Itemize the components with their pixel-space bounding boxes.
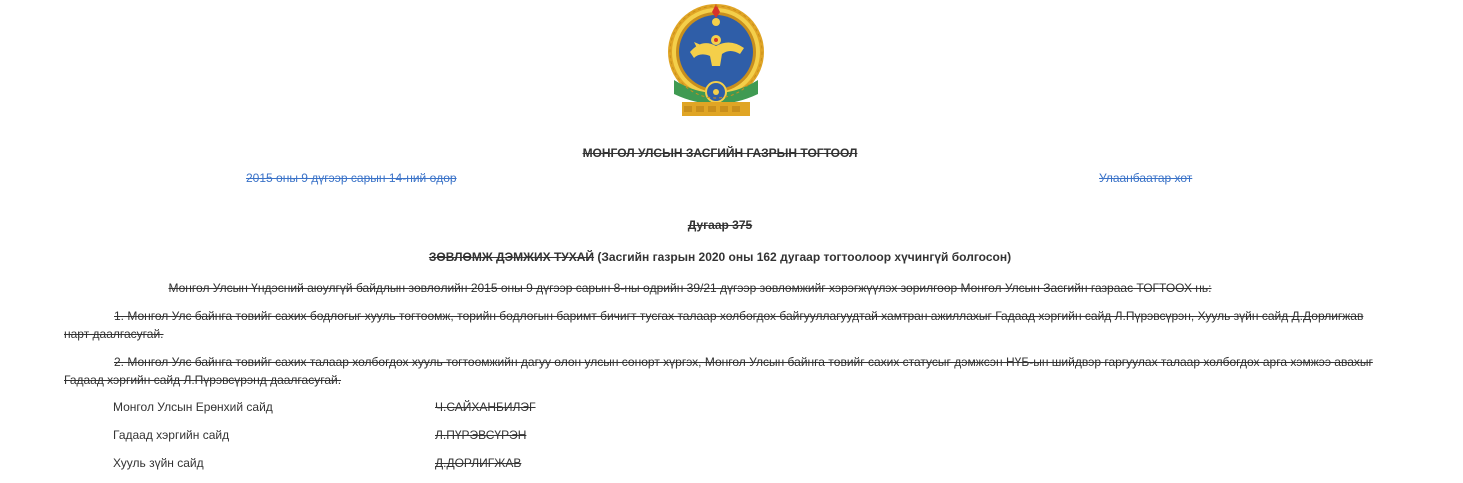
paragraph-item-1: 1. Монгол Улс байнга төвийг сахих бодлогыг хууль тогтоомж, төрийн бодлогын баримт бичигт тусгах талаар холбогдох байгууллагуудтай хамтран ажиллахыг Гадаад хэргийн сайд Л.Пүрэвсүрэн, Хууль зүйн сайд Д.Дорлигжав нарт даалгасугай. [64,309,1364,341]
intro-paragraph: Монгол Улсын Үндэсний аюулгүй байдлын зөвлөлийн 2015 оны 9 дүгээр сарын 8-ны өдрийн 39/21 дүгээр зөвлөмжийг хэрэгжүүлэх зорилгоор Монгол Улсын Засгийн газраас ТОГТООХ нь: [168,281,1212,295]
document-title: МОНГОЛ УЛСЫН ЗАСГИЙН ГАЗРЫН ТОГТООЛ [582,146,858,160]
repeal-note: (Засгийн газрын 2020 оны 162 дугаар тогтоолоор хүчингүй болгосон) [594,250,1012,264]
decree-number: Дугаар 375 [687,218,753,232]
signature-role: Хууль зүйн сайд [113,456,204,470]
paragraph-item-2: 2. Монгол Улс байнга төвийг сахих талаар холбогдох хууль тогтоомжийн дагуу олон улсын сонорт хүргэх, Монгол Улсын байнга төвийг сахих статусыг дэмжсэн НҮБ-ын шийдвэр гаргуулах талаар холбогдох арга хэмжээ авахыг Гадаад хэргийн сайд Л.Пүрэвсүрэнд даалгасугай. [64,355,1373,387]
signature-role: Гадаад хэргийн сайд [113,428,230,442]
city-link[interactable]: Улаанбаатар хот [1099,171,1193,185]
state-emblem-icon [660,2,772,120]
signature-line [113,428,526,442]
date-link[interactable]: 2015 оны 9 дүгээр сарын 14-ний өдөр [246,171,457,185]
signature-name: Ч.САЙХАНБИЛЭГ [435,400,536,414]
signature-line [113,456,521,470]
subject-title: ЗӨВЛӨМЖ ДЭМЖИХ ТУХАЙ [428,250,595,264]
decree-subject [0,250,1440,264]
signature-role: Монгол Улсын Ерөнхий сайд [113,400,273,414]
signature-name: Л.ПҮРЭВСҮРЭН [435,428,527,442]
signature-line [113,400,536,414]
signature-name: Д.ДОРЛИГЖАВ [435,456,522,470]
